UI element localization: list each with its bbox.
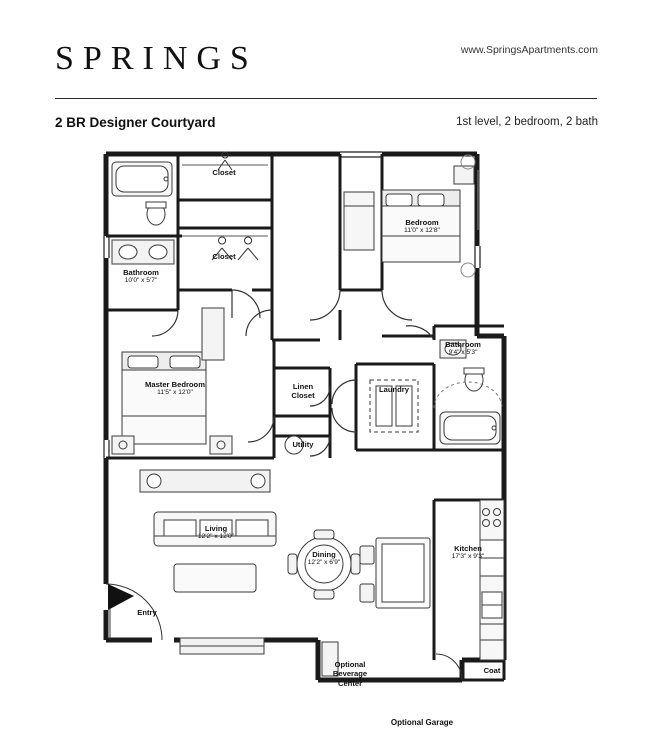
floorplan-svg [82,140,582,730]
room-label-kitchen: Kitchen 17'3" x 9'3" [451,544,485,561]
room-label-master-bedroom: Master Bedroom 11'5" x 12'0" [145,380,205,397]
room-label-coat: Coat [483,666,501,675]
header-divider [55,98,597,99]
room-label-laundry: Laundry [379,385,409,394]
room-label-dining: Dining 12'2" x 6'9" [307,550,341,567]
room-label-linen-closet: Linen Closet [291,382,315,401]
room-label-beverage-center: Optional Beverage Center [332,660,368,688]
room-label-bedroom: Bedroom 11'0" x 12'8" [404,218,440,235]
room-label-bathroom-left: Bathroom 10'0" x 5'7" [123,268,159,285]
room-label-entry: Entry [137,608,157,617]
floorplan-drawing [82,140,582,730]
room-label-closet-upper: Closet [212,168,236,177]
brand-wordmark: SPRINGS [55,40,258,77]
room-label-living: Living 12'2" x 12'0" [197,524,235,541]
optional-garage-label: Optional Garage [390,718,454,727]
plan-subtitle: 1st level, 2 bedroom, 2 bath [456,116,598,128]
room-label-bathroom-right: Bathroom 9'4" x 5'3" [445,340,481,357]
website-url[interactable]: www.SpringsApartments.com [460,44,598,56]
room-label-utility: Utility [292,440,314,449]
room-label-closet-lower: Closet [212,252,236,261]
page-title: 2 BR Designer Courtyard [55,115,216,130]
